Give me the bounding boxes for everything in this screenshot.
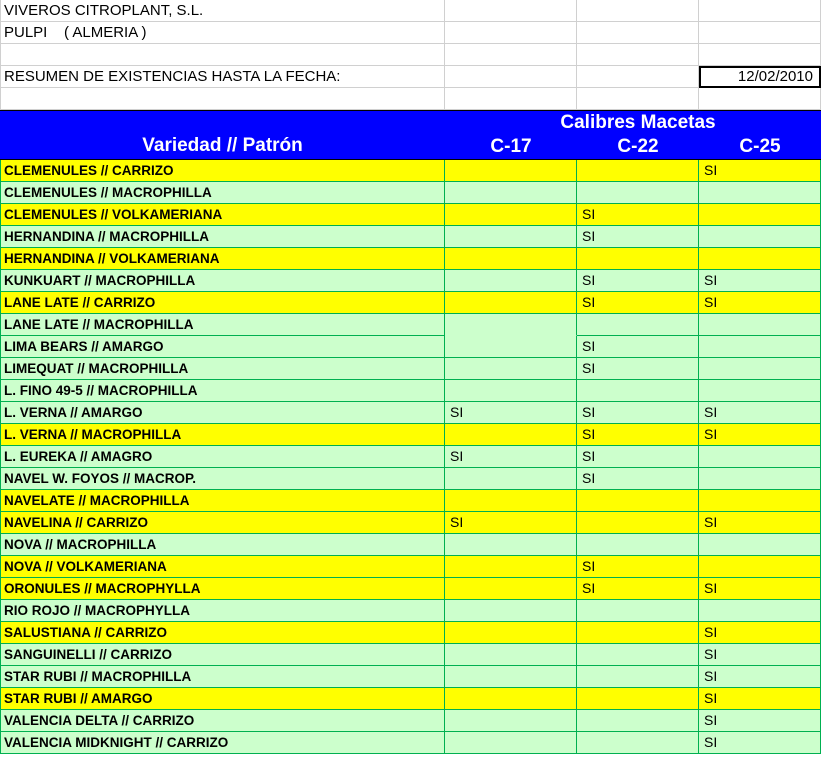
- cell-variety[interactable]: VALENCIA MIDKNIGHT // CARRIZO: [0, 732, 445, 754]
- cell-c17[interactable]: [445, 292, 577, 314]
- cell-c25[interactable]: [699, 600, 821, 622]
- table-row: [0, 732, 821, 754]
- header-size-c22[interactable]: C-22: [617, 136, 659, 157]
- cell-summary-date[interactable]: 12/02/2010: [699, 66, 821, 88]
- cell-c17[interactable]: [445, 182, 577, 204]
- cell-c17[interactable]: [445, 314, 577, 336]
- cell-variety[interactable]: NAVEL W. FOYOS // MACROP.: [0, 468, 445, 490]
- table-row: [0, 556, 821, 578]
- cell-c25[interactable]: [699, 468, 821, 490]
- table-row: [0, 402, 821, 424]
- cell-empty[interactable]: [699, 44, 821, 66]
- table-row: [0, 622, 821, 644]
- cell-c25[interactable]: [699, 380, 821, 402]
- cell-variety[interactable]: STAR RUBI // MACROPHILLA: [0, 666, 445, 688]
- table-row: [0, 424, 821, 446]
- cell-c17[interactable]: [445, 556, 577, 578]
- cell-empty[interactable]: [577, 0, 699, 22]
- cell-variety[interactable]: CLEMENULES // VOLKAMERIANA: [0, 204, 445, 226]
- row-summary: [0, 66, 821, 88]
- cell-c22[interactable]: SI: [577, 446, 699, 468]
- table-row: [0, 490, 821, 512]
- cell-c25[interactable]: SI: [699, 732, 821, 754]
- cell-c25[interactable]: [699, 446, 821, 468]
- cell-c17[interactable]: [445, 248, 577, 270]
- cell-variety[interactable]: KUNKUART // MACROPHILLA: [0, 270, 445, 292]
- cell-c22[interactable]: [577, 490, 699, 512]
- cell-variety[interactable]: VALENCIA DELTA // CARRIZO: [0, 710, 445, 732]
- cell-variety[interactable]: LANE LATE // CARRIZO: [0, 292, 445, 314]
- cell-variety[interactable]: SALUSTIANA // CARRIZO: [0, 622, 445, 644]
- cell-c22[interactable]: [577, 248, 699, 270]
- cell-c17[interactable]: [445, 226, 577, 248]
- table-row: [0, 710, 821, 732]
- cell-c17[interactable]: [445, 160, 577, 182]
- cell-variety[interactable]: NOVA // VOLKAMERIANA: [0, 556, 445, 578]
- cell-c17[interactable]: [445, 336, 577, 358]
- cell-c17[interactable]: SI: [445, 512, 577, 534]
- cell-c25[interactable]: SI: [699, 424, 821, 446]
- cell-c25[interactable]: [699, 358, 821, 380]
- cell-c25[interactable]: [699, 226, 821, 248]
- cell-c25[interactable]: [699, 248, 821, 270]
- cell-c25[interactable]: SI: [699, 292, 821, 314]
- cell-empty[interactable]: [445, 88, 577, 110]
- table-row: [0, 248, 821, 270]
- cell-variety[interactable]: LANE LATE // MACROPHILLA: [0, 314, 445, 336]
- cell-c25[interactable]: SI: [699, 160, 821, 182]
- cell-c22[interactable]: SI: [577, 336, 699, 358]
- cell-empty[interactable]: [445, 44, 577, 66]
- header-sizes: [445, 135, 821, 159]
- cell-c17[interactable]: [445, 644, 577, 666]
- cell-c22[interactable]: [577, 160, 699, 182]
- cell-c17[interactable]: [445, 688, 577, 710]
- cell-empty[interactable]: [699, 22, 821, 44]
- table-row: [0, 600, 821, 622]
- cell-c17[interactable]: [445, 710, 577, 732]
- header-variety[interactable]: Variedad // Patrón: [142, 135, 303, 156]
- cell-c22[interactable]: [577, 534, 699, 556]
- table-row: [0, 182, 821, 204]
- cell-variety[interactable]: NAVELATE // MACROPHILLA: [0, 490, 445, 512]
- cell-c25[interactable]: SI: [699, 710, 821, 732]
- cell-c25[interactable]: [699, 534, 821, 556]
- cell-c17[interactable]: SI: [445, 446, 577, 468]
- cell-empty[interactable]: [577, 66, 699, 88]
- cell-empty[interactable]: [577, 44, 699, 66]
- cell-c22[interactable]: SI: [577, 226, 699, 248]
- header-sizes-group: [445, 111, 821, 159]
- table-row: [0, 204, 821, 226]
- table-row: [0, 688, 821, 710]
- cell-c17[interactable]: [445, 732, 577, 754]
- cell-c22[interactable]: [577, 600, 699, 622]
- cell-c25[interactable]: [699, 556, 821, 578]
- cell-c25[interactable]: SI: [699, 666, 821, 688]
- cell-c17[interactable]: [445, 270, 577, 292]
- cell-location[interactable]: PULPI ( ALMERIA ): [0, 22, 445, 44]
- cell-c25[interactable]: SI: [699, 402, 821, 424]
- cell-c25[interactable]: [699, 490, 821, 512]
- row-blank: [0, 88, 821, 110]
- cell-variety[interactable]: NOVA // MACROPHILLA: [0, 534, 445, 556]
- cell-c17[interactable]: [445, 490, 577, 512]
- cell-c22[interactable]: [577, 622, 699, 644]
- table-row: [0, 666, 821, 688]
- cell-empty[interactable]: [699, 0, 821, 22]
- cell-variety[interactable]: CLEMENULES // MACROPHILLA: [0, 182, 445, 204]
- cell-c22[interactable]: [577, 644, 699, 666]
- cell-empty[interactable]: [0, 88, 445, 110]
- cell-c17[interactable]: [445, 204, 577, 226]
- cell-c22[interactable]: SI: [577, 402, 699, 424]
- cell-c17[interactable]: [445, 666, 577, 688]
- cell-c22[interactable]: [577, 380, 699, 402]
- table-row: [0, 160, 821, 182]
- cell-c22[interactable]: SI: [577, 424, 699, 446]
- cell-c22[interactable]: [577, 710, 699, 732]
- cell-empty[interactable]: [0, 44, 445, 66]
- cell-c25[interactable]: [699, 336, 821, 358]
- cell-c25[interactable]: [699, 314, 821, 336]
- cell-c22[interactable]: SI: [577, 578, 699, 600]
- table-row: [0, 358, 821, 380]
- cell-c17[interactable]: [445, 578, 577, 600]
- cell-variety[interactable]: LIMEQUAT // MACROPHILLA: [0, 358, 445, 380]
- cell-c22[interactable]: SI: [577, 468, 699, 490]
- cell-c25[interactable]: SI: [699, 578, 821, 600]
- cell-variety[interactable]: CLEMENULES // CARRIZO: [0, 160, 445, 182]
- cell-c17[interactable]: [445, 600, 577, 622]
- header-sizes-title[interactable]: Calibres Macetas: [560, 112, 716, 133]
- cell-c22[interactable]: SI: [577, 292, 699, 314]
- cell-c22[interactable]: SI: [577, 358, 699, 380]
- cell-c22[interactable]: SI: [577, 556, 699, 578]
- cell-variety[interactable]: HERNANDINA // VOLKAMERIANA: [0, 248, 445, 270]
- cell-c22[interactable]: [577, 512, 699, 534]
- cell-c22[interactable]: [577, 666, 699, 688]
- cell-variety[interactable]: L. EUREKA // AMAGRO: [0, 446, 445, 468]
- table-row: [0, 468, 821, 490]
- cell-empty[interactable]: [699, 88, 821, 110]
- cell-c22[interactable]: [577, 732, 699, 754]
- cell-c25[interactable]: SI: [699, 644, 821, 666]
- cell-empty[interactable]: [445, 66, 577, 88]
- header-size-c17[interactable]: C-17: [490, 136, 532, 157]
- cell-c25[interactable]: SI: [699, 622, 821, 644]
- cell-c25[interactable]: SI: [699, 512, 821, 534]
- cell-summary-label[interactable]: RESUMEN DE EXISTENCIAS HASTA LA FECHA:: [0, 66, 445, 88]
- cell-c22[interactable]: [577, 314, 699, 336]
- cell-variety[interactable]: HERNANDINA // MACROPHILLA: [0, 226, 445, 248]
- header-size-c25[interactable]: C-25: [739, 136, 781, 157]
- cell-variety[interactable]: ORONULES // MACROPHYLLA: [0, 578, 445, 600]
- cell-c22[interactable]: [577, 182, 699, 204]
- table-row: [0, 534, 821, 556]
- cell-empty[interactable]: [445, 0, 577, 22]
- cell-c17[interactable]: [445, 622, 577, 644]
- cell-variety[interactable]: NAVELINA // CARRIZO: [0, 512, 445, 534]
- cell-company-name[interactable]: VIVEROS CITROPLANT, S.L.: [0, 0, 445, 22]
- table-header: [0, 110, 821, 160]
- cell-variety[interactable]: L. VERNA // MACROPHILLA: [0, 424, 445, 446]
- table-row: [0, 314, 821, 336]
- table-body: [0, 160, 821, 754]
- cell-c17[interactable]: [445, 358, 577, 380]
- table-row: [0, 270, 821, 292]
- table-row: [0, 512, 821, 534]
- cell-variety[interactable]: L. FINO 49-5 // MACROPHILLA: [0, 380, 445, 402]
- table-row: [0, 226, 821, 248]
- cell-variety[interactable]: RIO ROJO // MACROPHYLLA: [0, 600, 445, 622]
- table-row: [0, 380, 821, 402]
- cell-empty[interactable]: [445, 22, 577, 44]
- cell-c17[interactable]: [445, 424, 577, 446]
- cell-c22[interactable]: SI: [577, 204, 699, 226]
- cell-empty[interactable]: [577, 88, 699, 110]
- cell-c17[interactable]: [445, 468, 577, 490]
- cell-c17[interactable]: [445, 534, 577, 556]
- cell-variety[interactable]: LIMA BEARS // AMARGO: [0, 336, 445, 358]
- cell-c17[interactable]: [445, 380, 577, 402]
- table-row: [0, 336, 821, 358]
- row-blank: [0, 44, 821, 66]
- cell-c22[interactable]: SI: [577, 270, 699, 292]
- cell-c25[interactable]: SI: [699, 270, 821, 292]
- cell-c17[interactable]: SI: [445, 402, 577, 424]
- cell-c25[interactable]: [699, 182, 821, 204]
- cell-c25[interactable]: SI: [699, 688, 821, 710]
- row-company-name: [0, 0, 821, 22]
- cell-c25[interactable]: [699, 204, 821, 226]
- table-row: [0, 644, 821, 666]
- cell-variety[interactable]: L. VERNA // AMARGO: [0, 402, 445, 424]
- cell-variety[interactable]: STAR RUBI // AMARGO: [0, 688, 445, 710]
- table-row: [0, 446, 821, 468]
- cell-variety[interactable]: SANGUINELLI // CARRIZO: [0, 644, 445, 666]
- cell-empty[interactable]: [577, 22, 699, 44]
- table-row: [0, 292, 821, 314]
- table-row: [0, 578, 821, 600]
- row-location: [0, 22, 821, 44]
- cell-c22[interactable]: [577, 688, 699, 710]
